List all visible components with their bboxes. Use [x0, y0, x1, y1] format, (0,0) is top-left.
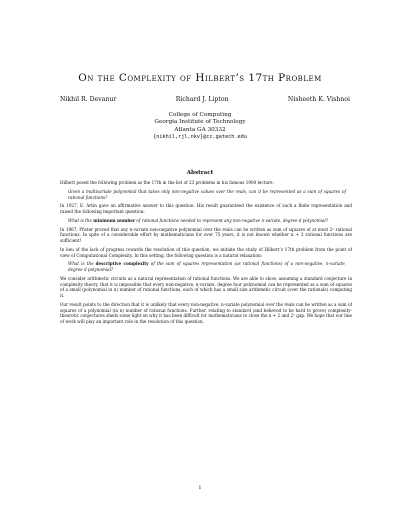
abstract-paragraph: Our result points to the direction that it is unlikely that every non-negative, n-variate polynomial over the reals can be written as a sum of squares of a polynomial (in n) number of rational functions. Further, relating to standard (and believed to be hard to prove) complexity-theoretic conjectures sheds some light on why it has been difficult for mathematicians to close the n + 2 and 2ⁿ gap. We hope that our line of work will play an important role in the resolution of this question.: [60, 301, 352, 324]
question-quote: Given a multivariate polynomial that takes only non-negative values over the reals, can it be represented as a sum of squares of rational functions?: [68, 188, 346, 200]
abstract-heading: Abstract: [186, 170, 214, 176]
abstract-paragraph: In 1967, Pfister proved that any n-variate non-negative polynomial over the reals can be written as sum of squares of at most 2ⁿ rational functions. In spite of a considerable effort by mathematicians for over 75 years, it is not known whether n + 2 rational functions are sufficient!: [60, 226, 352, 243]
abstract-paragraph: In lieu of the lack of progress towards the resolution of this question, we initiate the study of Hilbert’s 17th problem from the point of view of Computational Complexity. In this setting, the following question is a natural relaxation:: [60, 246, 352, 258]
author-name: Richard J. Lipton: [175, 96, 229, 103]
affiliation-institute: Georgia Institute of Technology: [154, 119, 246, 126]
page-number: 1: [198, 485, 202, 491]
question-text: What is the: [68, 261, 96, 267]
author-name: Nikhil R. Devanur: [60, 96, 117, 103]
author-email: {nikhil,rjl,nkv}@cc.gatech.edu: [153, 133, 247, 140]
question-quote: [60, 218, 352, 224]
author-list: [60, 96, 350, 103]
question-quote: [60, 261, 352, 273]
author-name: Nisheeth K. Vishnoi: [287, 96, 350, 103]
abstract-paragraph: In 1927, E. Artin gave an affirmative answer to this question. His result guaranteed the existence of such a finite representation and raised the following important question:: [60, 203, 352, 214]
question-emphasis: descriptive complexity: [95, 261, 149, 267]
question-emphasis: minimum number: [93, 217, 136, 223]
paper-title: On the Complexity of Hilbert’s 17th Problem: [78, 72, 322, 84]
abstract-paragraph: We consider arithmetic circuits as a natural representation of rational functions. We are able to show, assuming a standard conjecture in complexity theory, that it is impossible that every non-negative, n-variate, degree four polynomial can be represented as a sum of squares of a small (polynomial in n) number of rational functions, each of which has a small size arithmetic circuit (over the rationals) computing it.: [60, 275, 352, 298]
affiliation-dept: College of Computing: [168, 112, 232, 118]
abstract-paragraph: Hilbert posed the following problem as the 17th in the list of 23 problems in his famous 1900 lecture:: [60, 180, 274, 185]
question-text: of the sum of squares representation (as rational functions) of a non-negative, n-variate, degree d polynomial?: [68, 261, 346, 272]
question-text: What is the: [68, 217, 94, 223]
abstract-body: [60, 180, 352, 328]
affiliation-address: Atlanta GA 30332: [174, 126, 226, 133]
question-text: of rational functions needed to represent any non-negative n-variate, degree d polynomial?: [135, 217, 328, 223]
affiliation-block: [0, 112, 400, 141]
